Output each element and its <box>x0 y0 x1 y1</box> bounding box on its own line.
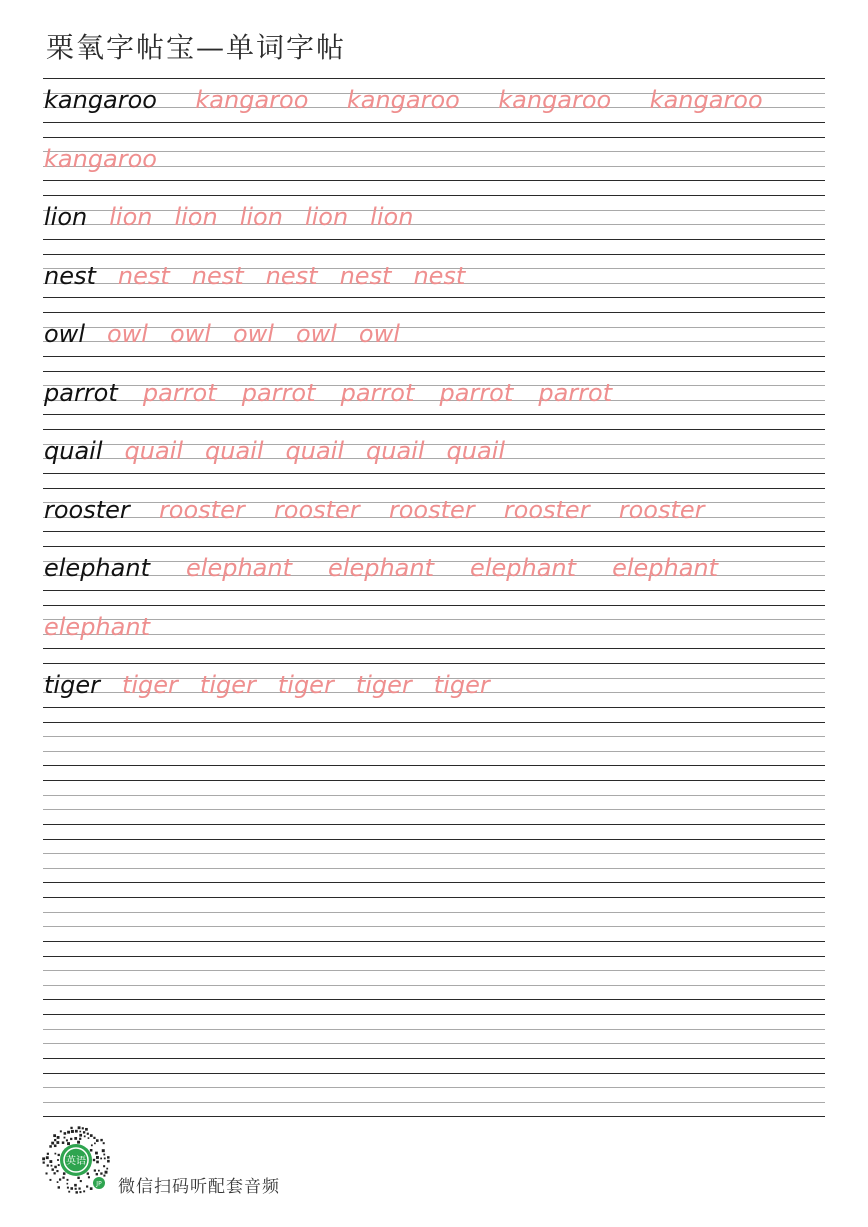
trace-word: parrot <box>439 378 514 407</box>
trace-word: lion <box>174 203 218 231</box>
guide-line <box>43 722 825 723</box>
guide-line <box>43 371 825 372</box>
trace-word: owl <box>358 320 400 348</box>
guide-line <box>43 224 825 225</box>
trace-word: parrot <box>241 378 316 407</box>
model-word: lion <box>44 203 88 231</box>
guide-line <box>43 956 825 957</box>
guide-line <box>43 297 825 298</box>
guide-line <box>43 765 825 766</box>
guide-line <box>43 868 825 869</box>
trace-word: owl <box>169 320 211 348</box>
guide-line <box>43 195 825 196</box>
guide-line <box>43 1087 825 1088</box>
guide-line <box>43 619 825 620</box>
guide-line <box>43 824 825 825</box>
trace-word: quail <box>285 437 344 465</box>
guide-line <box>43 663 825 664</box>
guide-line <box>43 795 825 796</box>
model-word: rooster <box>44 495 130 524</box>
trace-word: quail <box>366 437 425 465</box>
trace-word: rooster <box>618 495 705 524</box>
trace-word: elephant <box>612 554 719 582</box>
model-word: elephant <box>44 554 150 582</box>
guide-line <box>43 926 825 927</box>
trace-word: tiger <box>433 671 490 699</box>
trace-word: tiger <box>121 671 178 699</box>
guide-line <box>43 137 825 138</box>
guide-line <box>43 809 825 810</box>
model-word: kangaroo <box>44 86 157 114</box>
trace-word: elephant <box>470 554 577 582</box>
qr-badge-text: 英语 <box>66 1156 86 1167</box>
guide-line <box>43 1043 825 1044</box>
guide-line <box>43 1058 825 1059</box>
guide-line <box>43 707 825 708</box>
trace-word: nest <box>191 261 244 290</box>
guide-line <box>43 736 825 737</box>
model-word: nest <box>44 261 96 290</box>
guide-line <box>43 751 825 752</box>
trace-word: lion <box>304 203 349 231</box>
guide-line <box>43 1029 825 1030</box>
guide-line <box>43 341 825 342</box>
trace-word: lion <box>239 203 283 231</box>
guide-line <box>43 1014 825 1015</box>
guide-line <box>43 180 825 181</box>
trace-word: nest <box>117 261 170 290</box>
guide-line <box>43 605 825 606</box>
trace-word: lion <box>109 203 153 231</box>
trace-word: kangaroo <box>195 86 309 114</box>
guide-line <box>43 166 825 167</box>
trace-word: rooster <box>273 495 360 524</box>
qr-code-icon[interactable] <box>40 1124 112 1196</box>
trace-word: owl <box>295 320 337 348</box>
trace-word: rooster <box>503 495 590 524</box>
trace-word: kangaroo <box>649 86 763 114</box>
trace-word: elephant <box>44 612 150 641</box>
guide-line <box>43 429 825 430</box>
page-title: 栗氧字帖宝—单词字帖 <box>46 31 347 64</box>
guide-line <box>43 780 825 781</box>
guide-line <box>43 312 825 313</box>
guide-line <box>43 122 825 123</box>
guide-line <box>43 546 825 547</box>
model-word: parrot <box>44 378 118 407</box>
trace-word: kangaroo <box>346 86 460 114</box>
guide-line <box>43 356 825 357</box>
guide-line <box>43 531 825 532</box>
trace-word: owl <box>232 320 274 348</box>
trace-word: tiger <box>277 671 334 699</box>
trace-word: nest <box>413 261 466 290</box>
footer <box>40 1124 360 1204</box>
trace-word: elephant <box>328 554 435 582</box>
guide-line <box>43 78 825 79</box>
trace-word: lion <box>370 203 414 231</box>
trace-word: nest <box>265 261 318 290</box>
guide-line <box>43 1116 825 1117</box>
guide-line <box>43 941 825 942</box>
trace-word: parrot <box>538 378 613 407</box>
guide-line <box>43 839 825 840</box>
footer-caption: 微信扫码听配套音频 <box>118 1177 280 1197</box>
guide-line <box>43 853 825 854</box>
trace-word: kangaroo <box>44 144 157 173</box>
guide-line <box>43 414 825 415</box>
guide-line <box>43 239 825 240</box>
trace-word: nest <box>339 261 392 290</box>
guide-line <box>43 590 825 591</box>
guide-line <box>43 634 825 635</box>
trace-word: tiger <box>355 671 412 699</box>
qr-corner-text: JP <box>96 1180 102 1188</box>
guide-line <box>43 327 825 328</box>
guide-line <box>43 897 825 898</box>
guide-line <box>43 648 825 649</box>
model-word: owl <box>44 320 85 348</box>
model-word: quail <box>44 437 103 465</box>
guide-line <box>43 882 825 883</box>
guide-line <box>43 912 825 913</box>
trace-word: quail <box>205 437 264 465</box>
guide-line <box>43 254 825 255</box>
trace-word: quail <box>446 437 505 465</box>
trace-word: tiger <box>199 671 256 699</box>
trace-word: elephant <box>186 554 292 582</box>
guide-line <box>43 210 825 211</box>
guide-line <box>43 151 825 152</box>
guide-line <box>43 970 825 971</box>
guide-line <box>43 488 825 489</box>
trace-word: rooster <box>388 495 475 524</box>
trace-word: parrot <box>340 378 415 407</box>
guide-line <box>43 473 825 474</box>
guide-line <box>43 999 825 1000</box>
guide-line <box>43 1102 825 1103</box>
trace-word: parrot <box>142 378 217 407</box>
model-word: tiger <box>44 671 100 699</box>
trace-word: owl <box>106 320 148 348</box>
trace-word: quail <box>124 437 183 465</box>
guide-line <box>43 985 825 986</box>
trace-word: rooster <box>158 495 245 524</box>
guide-line <box>43 1073 825 1074</box>
trace-word: kangaroo <box>498 86 612 114</box>
